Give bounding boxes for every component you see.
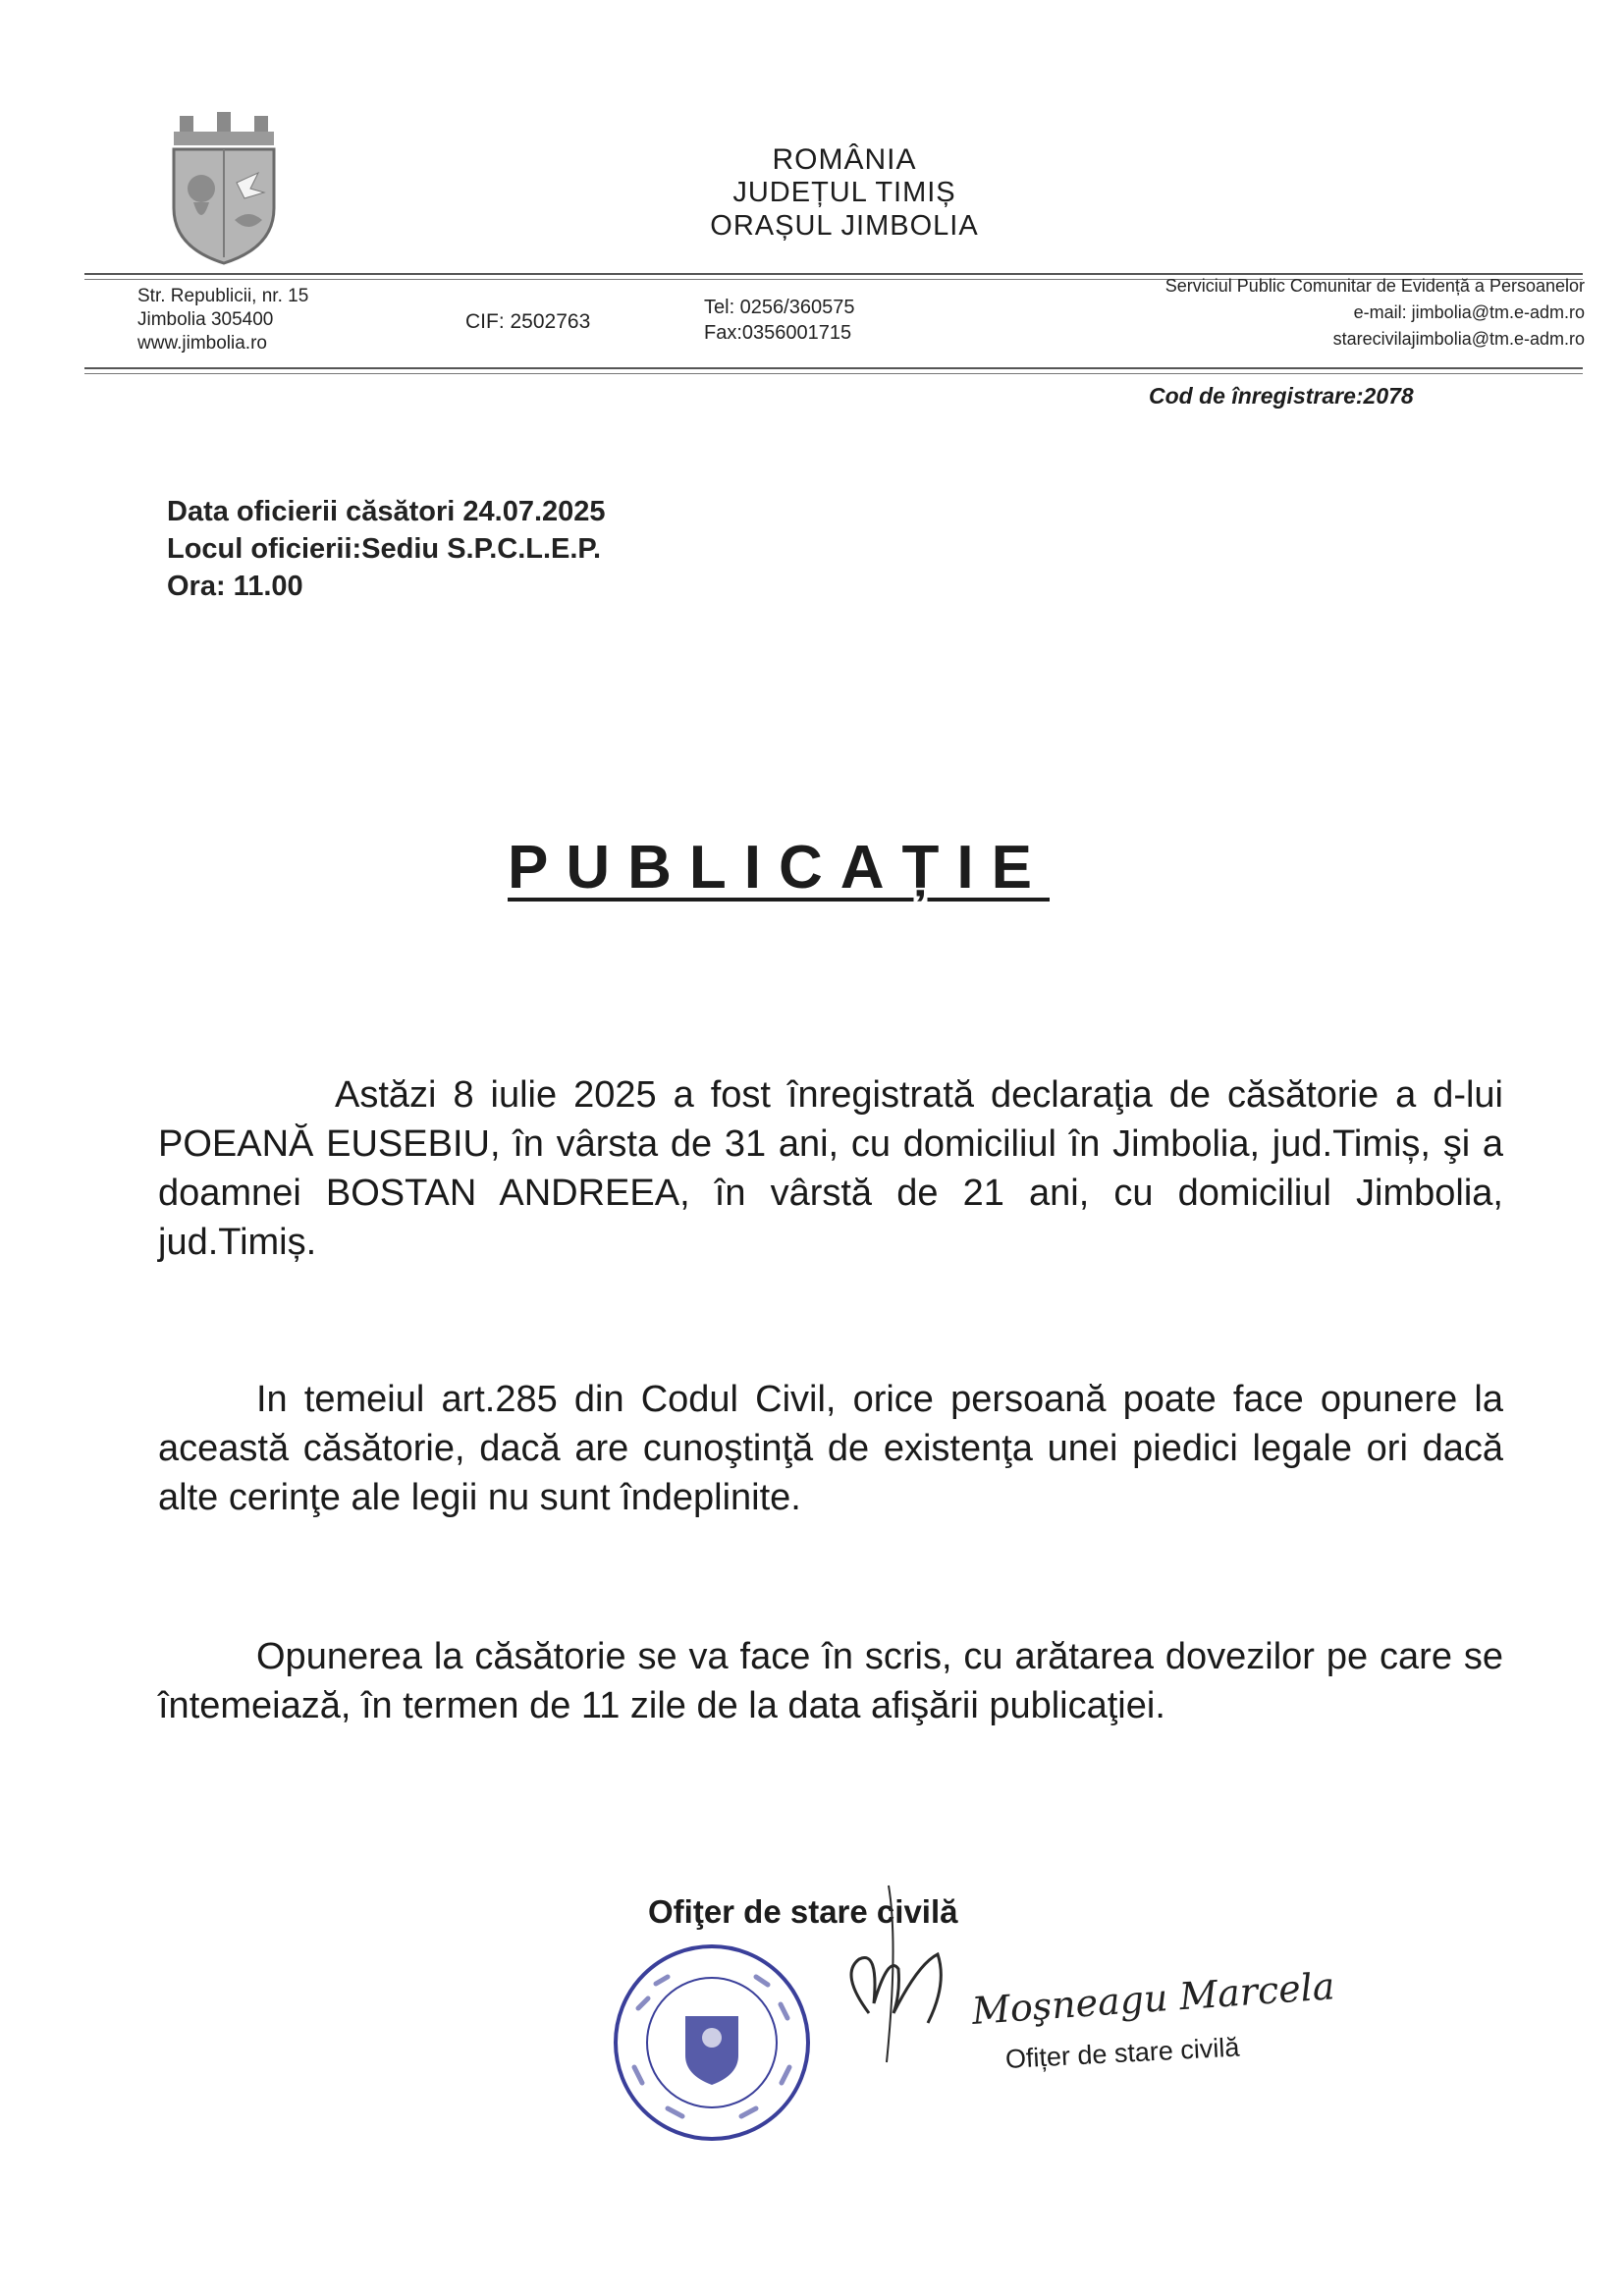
fax: Fax:0356001715 [704,322,852,344]
email-secondary: starecivilajimbolia@tm.e-adm.ro [1332,329,1585,349]
service-name: Serviciul Public Comunitar de Evidență a Persoanelor [1164,276,1585,296]
event-place: Locul oficierii:Sediu S.P.C.L.E.P. [167,533,602,565]
service-block [1165,273,1585,353]
cif-number: CIF: 2502763 [465,310,591,333]
paragraph-declaration: Astăzi 8 iulie 2025 a fost înregistrată declaraţia de căsătorie a d-lui POEANĂ EUSEBIU, în vârsta de 31 ani, cu domiciliul în Jimbolia, jud.Timiș, şi a doamnei BOSTAN ANDREEA, în vârstă de 21 ani, cu domiciliul Jimbolia, jud.Timiș. [158,1074,1503,1263]
header-country: ROMÂNIA [772,143,917,176]
paragraph-legal-basis: In temeiul art.285 din Codul Civil, orice persoană poate face opunere la această căsătorie, dacă are cunoştinţă de existenţa unei piedici legale ori dacă alte cerinţe ale legii nu sunt îndeplinite. [158,1379,1503,1518]
header-city: ORAȘUL JIMBOLIA [710,210,979,242]
header-divider-bottom [84,367,1583,369]
event-details [167,493,606,605]
paragraph-opposition: Opunerea la căsătorie se va face în scris, cu arătarea dovezilor pe care se întemeiază, în termen de 11 zile de la data afişării publicaţiei. [158,1636,1503,1726]
event-date: Data oficierii căsători 24.07.2025 [167,496,606,527]
phone-block [704,295,854,346]
registration-code: Cod de înregistrare:2078 [1149,383,1414,409]
email-primary: e-mail: jimbolia@tm.e-adm.ro [1353,302,1585,322]
official-stamp-icon [609,1940,815,2146]
website: www.jimbolia.ro [137,333,267,354]
handwritten-signature [830,1866,987,2072]
header-county: JUDEȚUL TIMIȘ [732,177,956,208]
signatory-role: Ofițer de stare civilă [1004,2032,1241,2074]
document-title: PUBLICAȚIE [508,834,1050,902]
street-address: Str. Republicii, nr. 15 [137,286,309,306]
signatory-name: Moşneagu Marcela [970,1964,1336,2033]
header-divider-bottom-thin [84,373,1583,374]
signatory-title: Ofiţer de stare civilă [648,1893,958,1930]
coat-of-arms-icon [160,110,288,267]
address-block [137,285,308,355]
telephone: Tel: 0256/360575 [704,297,855,318]
postal-code: Jimbolia 305400 [137,309,274,330]
event-time: Ora: 11.00 [167,571,303,602]
